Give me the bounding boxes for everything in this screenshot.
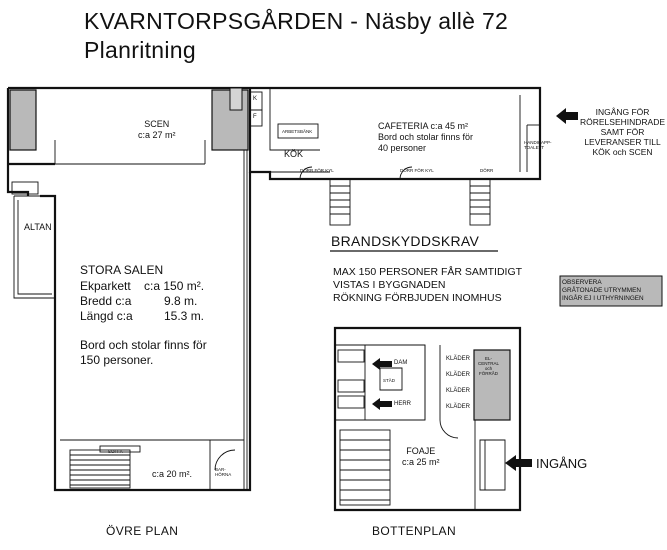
rules-line-3: RÖKNING FÖRBJUDEN INOMHUS bbox=[333, 292, 502, 304]
kok-label: KÖK bbox=[284, 149, 304, 159]
hiss-label-f: F bbox=[253, 114, 257, 120]
klader-label-1: KLÄDER bbox=[446, 356, 471, 362]
page-title: KVARNTORPSGÅRDEN - Näsby allè 72 bbox=[84, 8, 509, 34]
page-subtitle: Planritning bbox=[84, 37, 196, 63]
cafeteria-line3: 40 personer bbox=[378, 143, 427, 153]
upper-entrance-line2: RÖRELSEHINDRADE bbox=[580, 117, 666, 127]
handikapp-label bbox=[524, 140, 552, 150]
hiss-label-k: K bbox=[253, 96, 258, 102]
dam-label: DAM bbox=[394, 360, 408, 366]
note-line-2: GRÅTONADE UTRYMMEN bbox=[562, 287, 641, 294]
upper-entrance-line5: KÖK och SCEN bbox=[592, 147, 653, 157]
elcentral-line1: EL- bbox=[485, 356, 493, 361]
upper-entrance-label bbox=[580, 107, 665, 157]
upper-plan-caption: ÖVRE PLAN bbox=[106, 524, 179, 538]
scen-label bbox=[138, 119, 176, 141]
stora-salen-title: STORA SALEN bbox=[80, 263, 164, 277]
foaje-area: c:a 25 m² bbox=[402, 457, 440, 467]
lower-entrance-label: INGÅNG bbox=[536, 456, 588, 471]
stora-salen-key-1: Ekparkett bbox=[80, 279, 131, 293]
stad-label: STÄD bbox=[383, 378, 396, 383]
klader-label-4: KLÄDER bbox=[446, 404, 471, 410]
bar-area: c:a 20 m². bbox=[152, 469, 193, 479]
bar-label-2: HÖRNA bbox=[215, 472, 232, 477]
stora-salen-row-3 bbox=[80, 309, 207, 324]
cafeteria-title: CAFETERIA c:a 45 m² bbox=[378, 121, 469, 131]
rules-line-1: MAX 150 PERSONER FÅR SAMTIDIGT bbox=[333, 266, 523, 278]
upper-entrance-line4: LEVERANSER TILL bbox=[584, 137, 661, 147]
upper-entrance-line3: SAMT FÖR bbox=[600, 127, 645, 137]
foaje-label bbox=[402, 446, 440, 468]
stora-salen-furniture-2: 150 personer. bbox=[80, 353, 154, 367]
scen-area: c:a 27 m² bbox=[138, 130, 176, 140]
door-label-2: DÖRR FÖR KYL bbox=[400, 168, 434, 173]
stora-salen-row-2 bbox=[80, 294, 207, 309]
foaje-title: FOAJE bbox=[406, 446, 436, 456]
stora-salen-key-3: Längd c:a bbox=[80, 309, 133, 323]
stora-salen-value-2: 9.8 m. bbox=[164, 294, 198, 308]
arbetsbank-label: ARBETSBÄNK bbox=[282, 129, 313, 134]
toilet-arrow-icon bbox=[372, 358, 392, 410]
elcentral-line2: CENTRAL bbox=[478, 361, 500, 366]
stora-salen-block bbox=[80, 263, 207, 368]
klader-label-3: KLÄDER bbox=[446, 388, 471, 394]
door-label-1: DÖRR FÖR KYL bbox=[300, 168, 334, 173]
stora-salen-value-1: c:a 150 m². bbox=[144, 279, 205, 293]
handikapp-line1: HANDIKAPP- bbox=[524, 140, 552, 145]
upper-entrance-arrow-icon bbox=[556, 108, 578, 124]
handikapp-line2: TOALETT bbox=[524, 145, 545, 150]
elcentral-label bbox=[478, 356, 499, 376]
elcentral-line4: FÖRRÅD bbox=[479, 371, 498, 376]
cafeteria-label bbox=[378, 121, 473, 154]
stora-salen-furniture-1: Bord och stolar finns för bbox=[80, 338, 207, 352]
note-line-1: OBSERVERA bbox=[562, 279, 602, 286]
bar-label bbox=[215, 467, 231, 477]
bar-label-1: BAR- bbox=[215, 467, 226, 472]
altan-label: ALTAN bbox=[24, 222, 52, 232]
scen-title: SCEN bbox=[144, 119, 170, 129]
note-text bbox=[562, 279, 644, 303]
herr-label: HERR bbox=[394, 401, 412, 407]
rules-list bbox=[333, 266, 522, 305]
rules-line-2: VISTAS I BYGGNADEN bbox=[333, 279, 446, 291]
stora-salen-key-2: Bredd c:a bbox=[80, 294, 132, 308]
door-label-3: DÖRR bbox=[480, 168, 494, 173]
cafeteria-line2: Bord och stolar finns för bbox=[378, 132, 474, 142]
upper-entrance-line1: INGÅNG FÖR bbox=[595, 107, 650, 117]
stora-salen-row-1 bbox=[80, 279, 207, 294]
stora-salen-value-3: 15.3 m. bbox=[164, 309, 205, 323]
klader-label-2: KLÄDER bbox=[446, 372, 471, 378]
lower-plan-caption: BOTTENPLAN bbox=[372, 524, 457, 538]
rules-heading: BRANDSKYDDSKRAV bbox=[331, 233, 480, 249]
elcentral-line3: och bbox=[484, 366, 493, 371]
lower-entrance-arrow-icon bbox=[505, 455, 532, 471]
soffa-label: SOFFA bbox=[108, 449, 123, 454]
note-line-3: INGÅR EJ I UTHYRNINGEN bbox=[562, 295, 644, 302]
